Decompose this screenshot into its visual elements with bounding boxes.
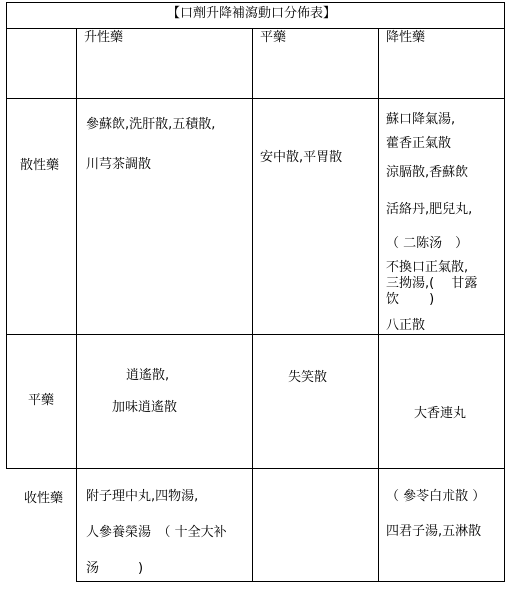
- cell-text: 逍遙散,: [126, 368, 170, 383]
- table-left-border: [6, 2, 7, 469]
- cell-text: 人參養榮湯 （ 十全大补: [86, 525, 227, 540]
- cell-text: （ 二陈汤 ）: [386, 236, 469, 251]
- cell-text: （ 參苓白朮散 ）: [386, 489, 486, 504]
- row2-bottom-border: [6, 468, 504, 469]
- cell-text: 汤 ): [86, 561, 144, 576]
- cell-text: 藿香正氣散: [386, 136, 452, 151]
- column-divider-2: [252, 28, 253, 582]
- row-label-astringent: 收性藥: [24, 491, 64, 506]
- cell-text: 四君子湯,五淋散: [386, 524, 482, 539]
- cell-text: 蘇口降氣湯,: [386, 112, 456, 127]
- cell-text: 加味逍遙散: [112, 400, 178, 415]
- cell-text: 安中散,平胃散: [260, 150, 343, 165]
- table-top-border: [6, 2, 504, 3]
- cell-text: 大香連丸: [414, 406, 467, 421]
- column-divider-1: [76, 28, 77, 582]
- row1-bottom-border: [6, 334, 504, 335]
- header-bottom-border: [6, 98, 504, 99]
- cell-text: 附子理中丸,四物湯,: [86, 489, 199, 504]
- table-bottom-border: [76, 581, 504, 582]
- column-header-falling: 降性藥: [386, 30, 426, 45]
- row-label-neutral: 平藥: [28, 393, 55, 408]
- cell-text: 失笑散: [288, 370, 328, 385]
- cell-text: 八正散: [386, 318, 426, 333]
- title-bottom-border: [6, 28, 504, 29]
- cell-text: 參蘇飲,洗肝散,五積散,: [86, 117, 216, 132]
- table-right-border: [504, 2, 505, 582]
- row-label-dispersing: 散性藥: [20, 158, 60, 173]
- cell-text: 饮 ): [386, 292, 435, 307]
- table-title: 【口劑升降補瀉動口分佈表】: [167, 6, 337, 21]
- cell-text: 川芎茶調散: [86, 157, 152, 172]
- cell-text: 涼膈散,香蘇飲: [386, 165, 469, 180]
- cell-text: 三拗湯,( 甘露: [386, 276, 478, 291]
- column-header-rising: 升性藥: [84, 30, 124, 45]
- cell-text: 活絡丹,肥兒丸,: [386, 202, 473, 217]
- cell-text: 不換口正氣散,: [386, 260, 469, 275]
- column-header-neutral: 平藥: [260, 30, 287, 45]
- column-divider-3: [378, 28, 379, 582]
